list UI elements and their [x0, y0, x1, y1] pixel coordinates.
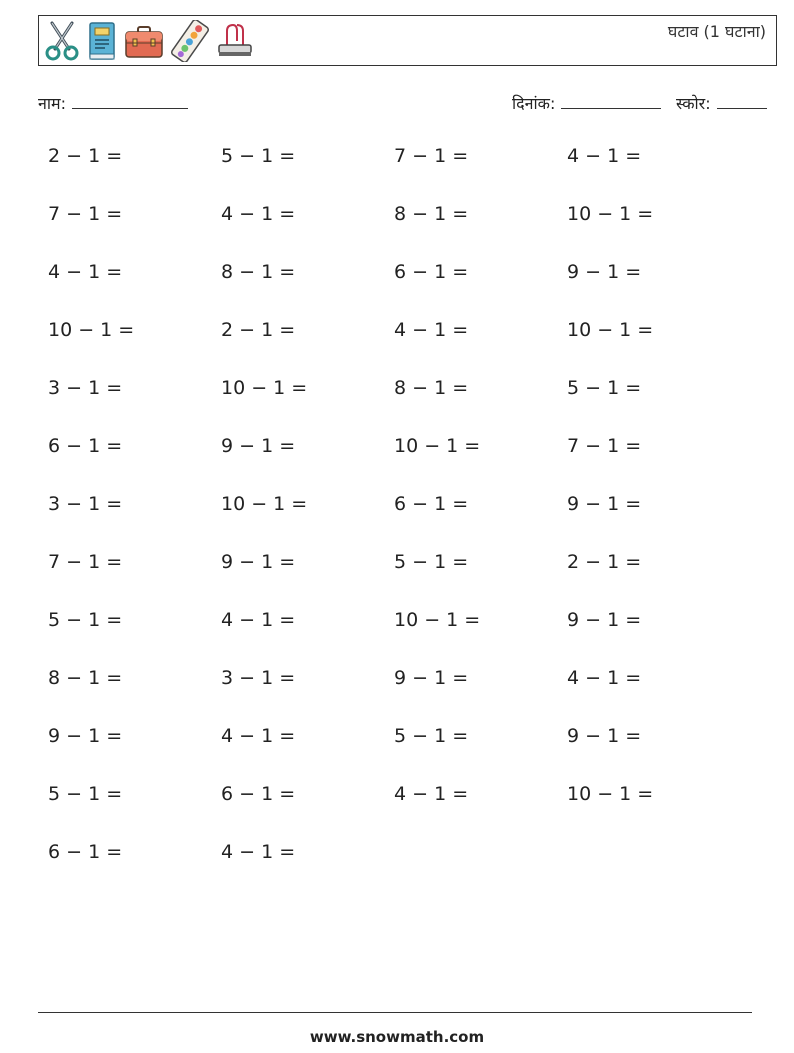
- score-field: [676, 92, 767, 114]
- notebook-icon: [87, 21, 117, 61]
- problem-item: 10 − 1 =: [567, 783, 654, 805]
- problem-item: 4 − 1 =: [567, 667, 642, 689]
- problem-item: 9 − 1 =: [394, 667, 469, 689]
- problem-item: 10 − 1 =: [394, 435, 481, 457]
- footer-divider: [38, 1012, 752, 1013]
- problem-item: 6 − 1 =: [394, 261, 469, 283]
- problem-item: 9 − 1 =: [567, 493, 642, 515]
- problem-item: 9 − 1 =: [567, 261, 642, 283]
- problem-item: 5 − 1 =: [394, 551, 469, 573]
- problem-item: 10 − 1 =: [394, 609, 481, 631]
- problem-item: 3 − 1 =: [48, 377, 123, 399]
- score-label: स्कोर:: [676, 94, 711, 113]
- problem-item: 10 − 1 =: [221, 377, 308, 399]
- problem-item: 8 − 1 =: [394, 203, 469, 225]
- problem-item: 4 − 1 =: [567, 145, 642, 167]
- problem-item: 4 − 1 =: [221, 841, 296, 863]
- problem-item: 10 − 1 =: [567, 319, 654, 341]
- problem-item: 4 − 1 =: [221, 725, 296, 747]
- problem-item: 4 − 1 =: [48, 261, 123, 283]
- name-blank[interactable]: [72, 94, 188, 109]
- problem-item: 6 − 1 =: [48, 841, 123, 863]
- binder-clip-icon: [215, 21, 255, 61]
- date-blank[interactable]: [561, 94, 661, 109]
- problem-item: 4 − 1 =: [221, 609, 296, 631]
- worksheet-header: [38, 15, 777, 66]
- problem-item: 5 − 1 =: [221, 145, 296, 167]
- problem-item: 10 − 1 =: [221, 493, 308, 515]
- problem-item: 2 − 1 =: [221, 319, 296, 341]
- score-blank[interactable]: [717, 94, 767, 109]
- name-field: [38, 92, 188, 114]
- problem-item: 3 − 1 =: [221, 667, 296, 689]
- problem-item: 8 − 1 =: [221, 261, 296, 283]
- briefcase-icon: [123, 21, 165, 61]
- problem-item: 2 − 1 =: [567, 551, 642, 573]
- date-field: [512, 92, 661, 114]
- problem-item: 9 − 1 =: [48, 725, 123, 747]
- problem-item: 9 − 1 =: [567, 725, 642, 747]
- page-title: घटाव (1 घटाना): [667, 22, 766, 41]
- problem-item: 5 − 1 =: [48, 609, 123, 631]
- problem-item: 6 − 1 =: [221, 783, 296, 805]
- problem-item: 10 − 1 =: [48, 319, 135, 341]
- problem-item: 9 − 1 =: [221, 435, 296, 457]
- problem-item: 5 − 1 =: [567, 377, 642, 399]
- problem-item: 4 − 1 =: [221, 203, 296, 225]
- footer-website: www.snowmath.com: [309, 1028, 485, 1046]
- problem-item: 4 − 1 =: [394, 783, 469, 805]
- problem-item: 7 − 1 =: [48, 551, 123, 573]
- problem-item: 7 − 1 =: [567, 435, 642, 457]
- problem-item: 7 − 1 =: [48, 203, 123, 225]
- problem-item: 10 − 1 =: [567, 203, 654, 225]
- header-icons: [43, 19, 255, 63]
- paint-palette-icon: [171, 20, 209, 62]
- problem-item: 6 − 1 =: [394, 493, 469, 515]
- problem-item: 7 − 1 =: [394, 145, 469, 167]
- problem-item: 9 − 1 =: [567, 609, 642, 631]
- date-label: दिनांक:: [512, 94, 556, 113]
- problem-item: 4 − 1 =: [394, 319, 469, 341]
- problem-item: 3 − 1 =: [48, 493, 123, 515]
- problem-item: 9 − 1 =: [221, 551, 296, 573]
- scissors-icon: [43, 21, 81, 61]
- problem-item: 5 − 1 =: [394, 725, 469, 747]
- problem-item: 8 − 1 =: [394, 377, 469, 399]
- problem-item: 5 − 1 =: [48, 783, 123, 805]
- problem-item: 2 − 1 =: [48, 145, 123, 167]
- problem-item: 6 − 1 =: [48, 435, 123, 457]
- problem-item: 8 − 1 =: [48, 667, 123, 689]
- name-label: नाम:: [38, 94, 66, 113]
